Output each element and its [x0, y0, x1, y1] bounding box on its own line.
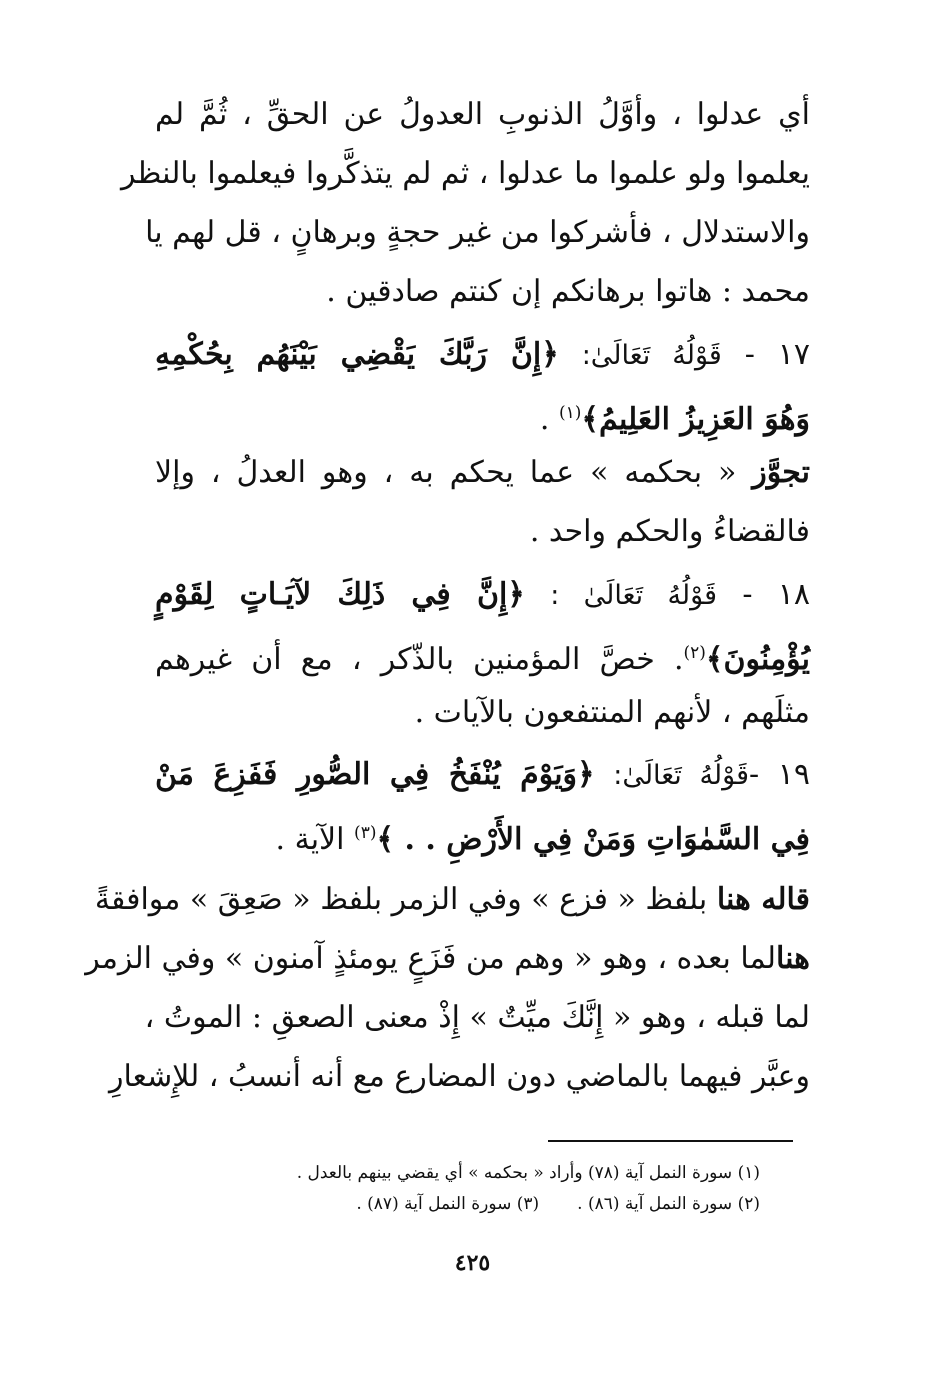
footnote-reference: (٣)	[354, 823, 377, 843]
text-line	[94, 870, 810, 929]
section-18-line-2	[155, 624, 810, 683]
section-number: ١٨ -	[742, 577, 810, 612]
footnote-line-2	[180, 1189, 760, 1220]
section-number: ١٧ -	[744, 337, 810, 372]
section-17-line-1	[155, 325, 810, 384]
line-text: لما بعده ، وهو « وهم من فَزَعٍ يومئذٍ آمنون » وفي الزمر	[85, 941, 776, 976]
paragraph-qalahu	[85, 870, 810, 1106]
text-line: أي عدلوا ، وأوَّلُ الذنوبِ العدولُ عن الحقِّ ، ثُمَّ لم	[155, 97, 810, 132]
line-text: بلفظ « فزع » وفي الزمر بلفظ « صَعِقَ » موافقةً	[94, 882, 708, 917]
qawluhu-taala-heading: قَوْلُهُ تَعَالَىٰ:	[581, 340, 722, 371]
section-19	[155, 745, 810, 863]
qawluhu-taala-heading: قَوْلُهُ تَعَالَىٰ:	[613, 760, 750, 791]
line-text: الآية .	[275, 822, 345, 857]
text-line: وعبَّر فيهما بالماضي دون المضارع مع أنه أنسبُ ، للإِشعارِ	[108, 1059, 810, 1094]
footnote-reference: (٢)	[683, 643, 706, 663]
section-17-line-2	[155, 384, 810, 443]
lead-word: هنا	[775, 941, 810, 976]
text-line: فالقضاءُ والحكم واحد .	[529, 514, 810, 549]
text-line: مثلَهم ، لأنهم المنتفعون بالآيات .	[414, 695, 810, 730]
sentence-end: .	[539, 402, 550, 437]
section-17	[155, 325, 810, 443]
text-line: والاستدلال ، فأشركوا من غير حجةٍ وبرهانٍ ، قل لهم يا	[145, 215, 810, 250]
text-line: لما قبله ، وهو « إِنَّكَ ميِّتٌ » إِذْ معنى الصعقِ : الموتُ ،	[144, 1000, 810, 1035]
footnote-2: (٢) سورة النمل آية (٨٦) .	[577, 1194, 760, 1214]
section-19-line-2	[155, 804, 810, 863]
footnotes	[180, 1158, 760, 1220]
footnote-3: (٣) سورة النمل آية (٨٧) .	[356, 1194, 540, 1214]
footnote-1: (١) سورة النمل آية (٧٨) وأراد « بحكمه » أي يقضي بينهم بالعدل .	[296, 1163, 760, 1183]
text-line	[85, 929, 810, 988]
text-line: محمد : هاتوا برهانكم إن كنتم صادقين .	[326, 274, 810, 309]
section-18	[155, 565, 810, 742]
footnote-divider	[548, 1140, 793, 1142]
quran-verse: يُؤْمِنُونَ﴾	[705, 642, 810, 677]
paragraph-tajawwaz	[155, 443, 810, 561]
text-line: يعلموا ولو علموا ما عدلوا ، ثم لم يتذكَّروا فيعلموا بالنظر	[121, 156, 810, 191]
quran-verse: ﴿وَيَوْمَ يُنْفَخُ فِي الصُّورِ فَفَزِعَ مَنْ	[155, 757, 595, 792]
text-line	[155, 443, 810, 502]
quran-verse: ﴿إِنَّ رَبَّكَ يَقْضِي بَيْنَهُم بِحُكْمِهِ	[155, 337, 559, 372]
quran-verse: وَهُوَ العَزِيزُ العَلِيمُ﴾	[581, 402, 810, 437]
footnote-line-1	[180, 1158, 760, 1189]
section-number: ١٩ -	[749, 757, 810, 792]
line-text: « بحكمه » عما يحكم به ، وهو العدلُ ، وإلا	[155, 455, 737, 490]
page-number: ٤٢٥	[454, 1250, 491, 1276]
quran-verse: فِي السَّمٰوَاتِ وَمَنْ فِي الأَرْضِ . . ﴾	[376, 822, 810, 857]
lead-word: قاله هنا	[716, 882, 810, 917]
lead-word: تجوَّز	[752, 455, 810, 490]
section-19-line-1	[155, 745, 810, 804]
qawluhu-taala-heading: قَوْلُهُ تَعَالَىٰ :	[550, 580, 718, 611]
paragraph-intro	[121, 85, 810, 321]
footnote-reference: (١)	[559, 403, 582, 423]
quran-verse: ﴿إِنَّ فِي ذَلِكَ لآيَـاتٍ لِقَوْمٍ	[155, 577, 525, 612]
line-text: . خصَّ المؤمنين بالذّكر ، مع أن غيرهم	[155, 642, 684, 677]
section-18-line-1	[155, 565, 810, 624]
